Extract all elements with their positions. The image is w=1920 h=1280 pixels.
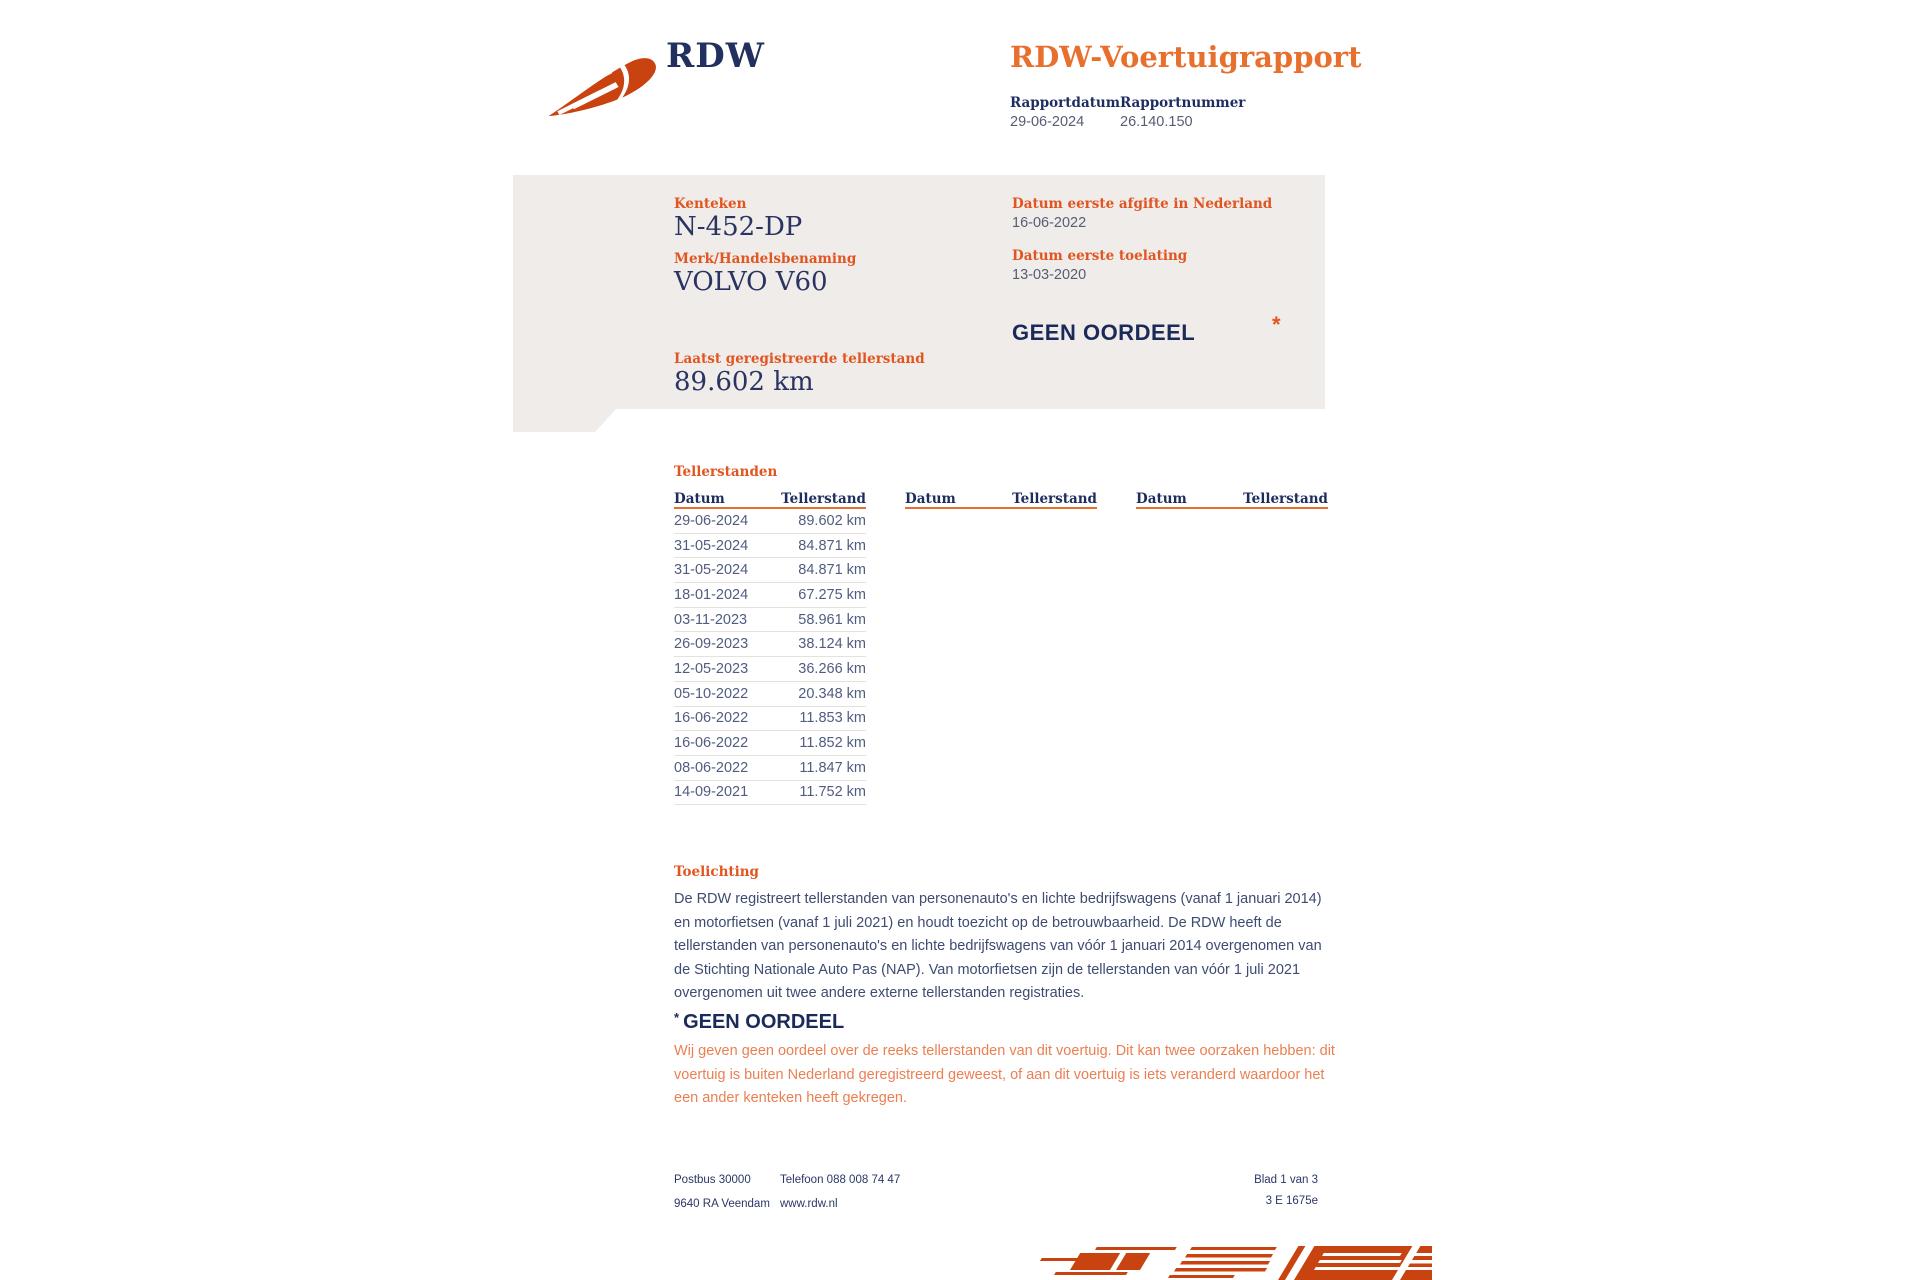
odometer-table-header — [1136, 487, 1328, 509]
vehicle-summary-panel-tab — [513, 408, 617, 432]
odometer-table-header — [905, 487, 1097, 509]
odometer-row-date: 16-06-2022 — [674, 710, 749, 727]
geen-oordeel-heading — [674, 1010, 844, 1034]
odometer-row — [674, 583, 866, 608]
odometer-table-group-3 — [1136, 487, 1328, 509]
footer-form-code: 3 E 1675e — [1265, 1195, 1318, 1207]
verdict-asterisk: * — [1272, 312, 1281, 337]
rdw-logo-feather-icon — [545, 50, 663, 120]
odometer-row-date: 03-11-2023 — [674, 611, 748, 628]
odometer-row-date: 16-06-2022 — [674, 735, 749, 752]
geen-oordeel-title: GEEN OORDEEL — [683, 1011, 845, 1033]
toelichting-body: De RDW registreert tellerstanden van personenauto's en lichte bedrijfswagens (vanaf 1 januari 2014) en motorfietsen (vanaf 1 juli 2021) en houdt toezicht op de betrouwbaarheid. De RDW heeft de tellerstanden van personenauto's en lichte bedrijfswagens van vóór 1 januari 2014 overgenomen van de Stichting Nationale Auto Pas (NAP). Van motorfietsen zijn de tellerstanden van vóór 1 juli 2021 overgenomen uit twee andere externe tellerstanden registraties. — [674, 891, 1322, 1001]
geen-oordeel-asterisk: * — [674, 1010, 680, 1025]
toelichting-title: Toelichting — [674, 864, 760, 880]
odometer-table-header — [674, 487, 866, 509]
geen-oordeel-body: Wij geven geen oordeel over de reeks tellerstanden van dit voertuig. Dit kan twee oorzaken hebben: dit voertuig is buiten Nederland geregistreerd geweest, of aan dit voertuig is iets veranderd waardoor het een ander kenteken heeft gekregen. — [674, 1043, 1335, 1106]
odometer-row — [674, 534, 866, 559]
merk-label: Merk/Handelsbenaming — [674, 251, 857, 267]
footer-address-line1: Postbus 30000 — [674, 1174, 751, 1186]
eerste-afgifte-value: 16-06-2022 — [1012, 215, 1087, 231]
reading-column-header: Tellerstand — [1243, 491, 1328, 507]
odometer-row — [674, 731, 866, 756]
odometer-row — [674, 781, 866, 806]
date-column-header: Datum — [674, 491, 725, 507]
reading-column-header: Tellerstand — [1012, 491, 1097, 507]
odometer-row-reading: 38.124 km — [798, 636, 866, 653]
date-column-header: Datum — [1136, 491, 1187, 507]
eerste-toelating-label: Datum eerste toelating — [1012, 248, 1188, 264]
date-column-header: Datum — [905, 491, 956, 507]
odometer-row-date: 08-06-2022 — [674, 759, 749, 776]
odometer-row-reading: 11.847 km — [799, 759, 866, 776]
odometer-row-date: 18-01-2024 — [674, 586, 749, 603]
report-number-value: 26.140.150 — [1120, 114, 1193, 130]
odometer-row-reading: 84.871 km — [798, 537, 866, 554]
footer-address-line2: 9640 RA Veendam — [674, 1198, 770, 1210]
odometer-row-reading: 11.852 km — [799, 735, 866, 752]
odometer-row-date: 12-05-2023 — [674, 660, 749, 677]
odometer-row-reading: 36.266 km — [798, 660, 866, 677]
eerste-toelating-value: 13-03-2020 — [1012, 267, 1087, 283]
odometer-row-date: 31-05-2024 — [674, 562, 749, 579]
tellerstand-label: Laatst geregistreerde tellerstand — [674, 351, 925, 367]
odometer-row-date: 05-10-2022 — [674, 685, 749, 702]
odometer-row — [674, 707, 866, 732]
odometer-row — [674, 608, 866, 633]
odometer-row — [674, 509, 866, 534]
eerste-afgifte-label: Datum eerste afgifte in Nederland — [1012, 196, 1273, 212]
odometer-table-group-2 — [905, 487, 1097, 509]
odometer-table-rows — [674, 509, 866, 805]
odometer-row-reading: 89.602 km — [798, 512, 866, 529]
odometer-row — [674, 657, 866, 682]
odometer-row-reading: 20.348 km — [798, 685, 866, 702]
odometer-row — [674, 756, 866, 781]
odometer-row-reading: 11.853 km — [799, 710, 866, 727]
odometer-table-title: Tellerstanden — [674, 464, 778, 480]
tellerstand-value: 89.602 km — [674, 367, 814, 397]
rdw-logo-text: RDW — [666, 36, 765, 76]
odometer-row — [674, 558, 866, 583]
footer-website: www.rdw.nl — [780, 1198, 838, 1210]
odometer-row-date: 29-06-2024 — [674, 512, 749, 529]
footer-page-number: Blad 1 van 3 — [1254, 1174, 1318, 1186]
odometer-row-reading: 11.752 km — [799, 784, 866, 801]
odometer-table-group-1 — [674, 487, 866, 805]
odometer-row — [674, 682, 866, 707]
report-date-value: 29-06-2024 — [1010, 114, 1085, 130]
odometer-row-reading: 58.961 km — [798, 611, 866, 628]
page-title: RDW-Voertuigrapport — [1010, 40, 1362, 74]
odometer-row — [674, 632, 866, 657]
rdw-stripes-graphic — [1040, 1244, 1432, 1280]
kenteken-value: N-452-DP — [674, 212, 803, 242]
verdict-text: GEEN OORDEEL — [1012, 320, 1196, 345]
odometer-row-date: 14-09-2021 — [674, 784, 749, 801]
odometer-row-reading: 84.871 km — [798, 562, 866, 579]
report-number-label: Rapportnummer — [1120, 95, 1246, 111]
report-date-label: Rapportdatum — [1010, 95, 1121, 111]
footer-phone: Telefoon 088 008 74 47 — [780, 1174, 901, 1186]
odometer-row-reading: 67.275 km — [798, 586, 866, 603]
kenteken-label: Kenteken — [674, 196, 747, 212]
odometer-row-date: 26-09-2023 — [674, 636, 749, 653]
odometer-row-date: 31-05-2024 — [674, 537, 749, 554]
reading-column-header: Tellerstand — [781, 491, 866, 507]
merk-value: VOLVO V60 — [674, 267, 828, 297]
